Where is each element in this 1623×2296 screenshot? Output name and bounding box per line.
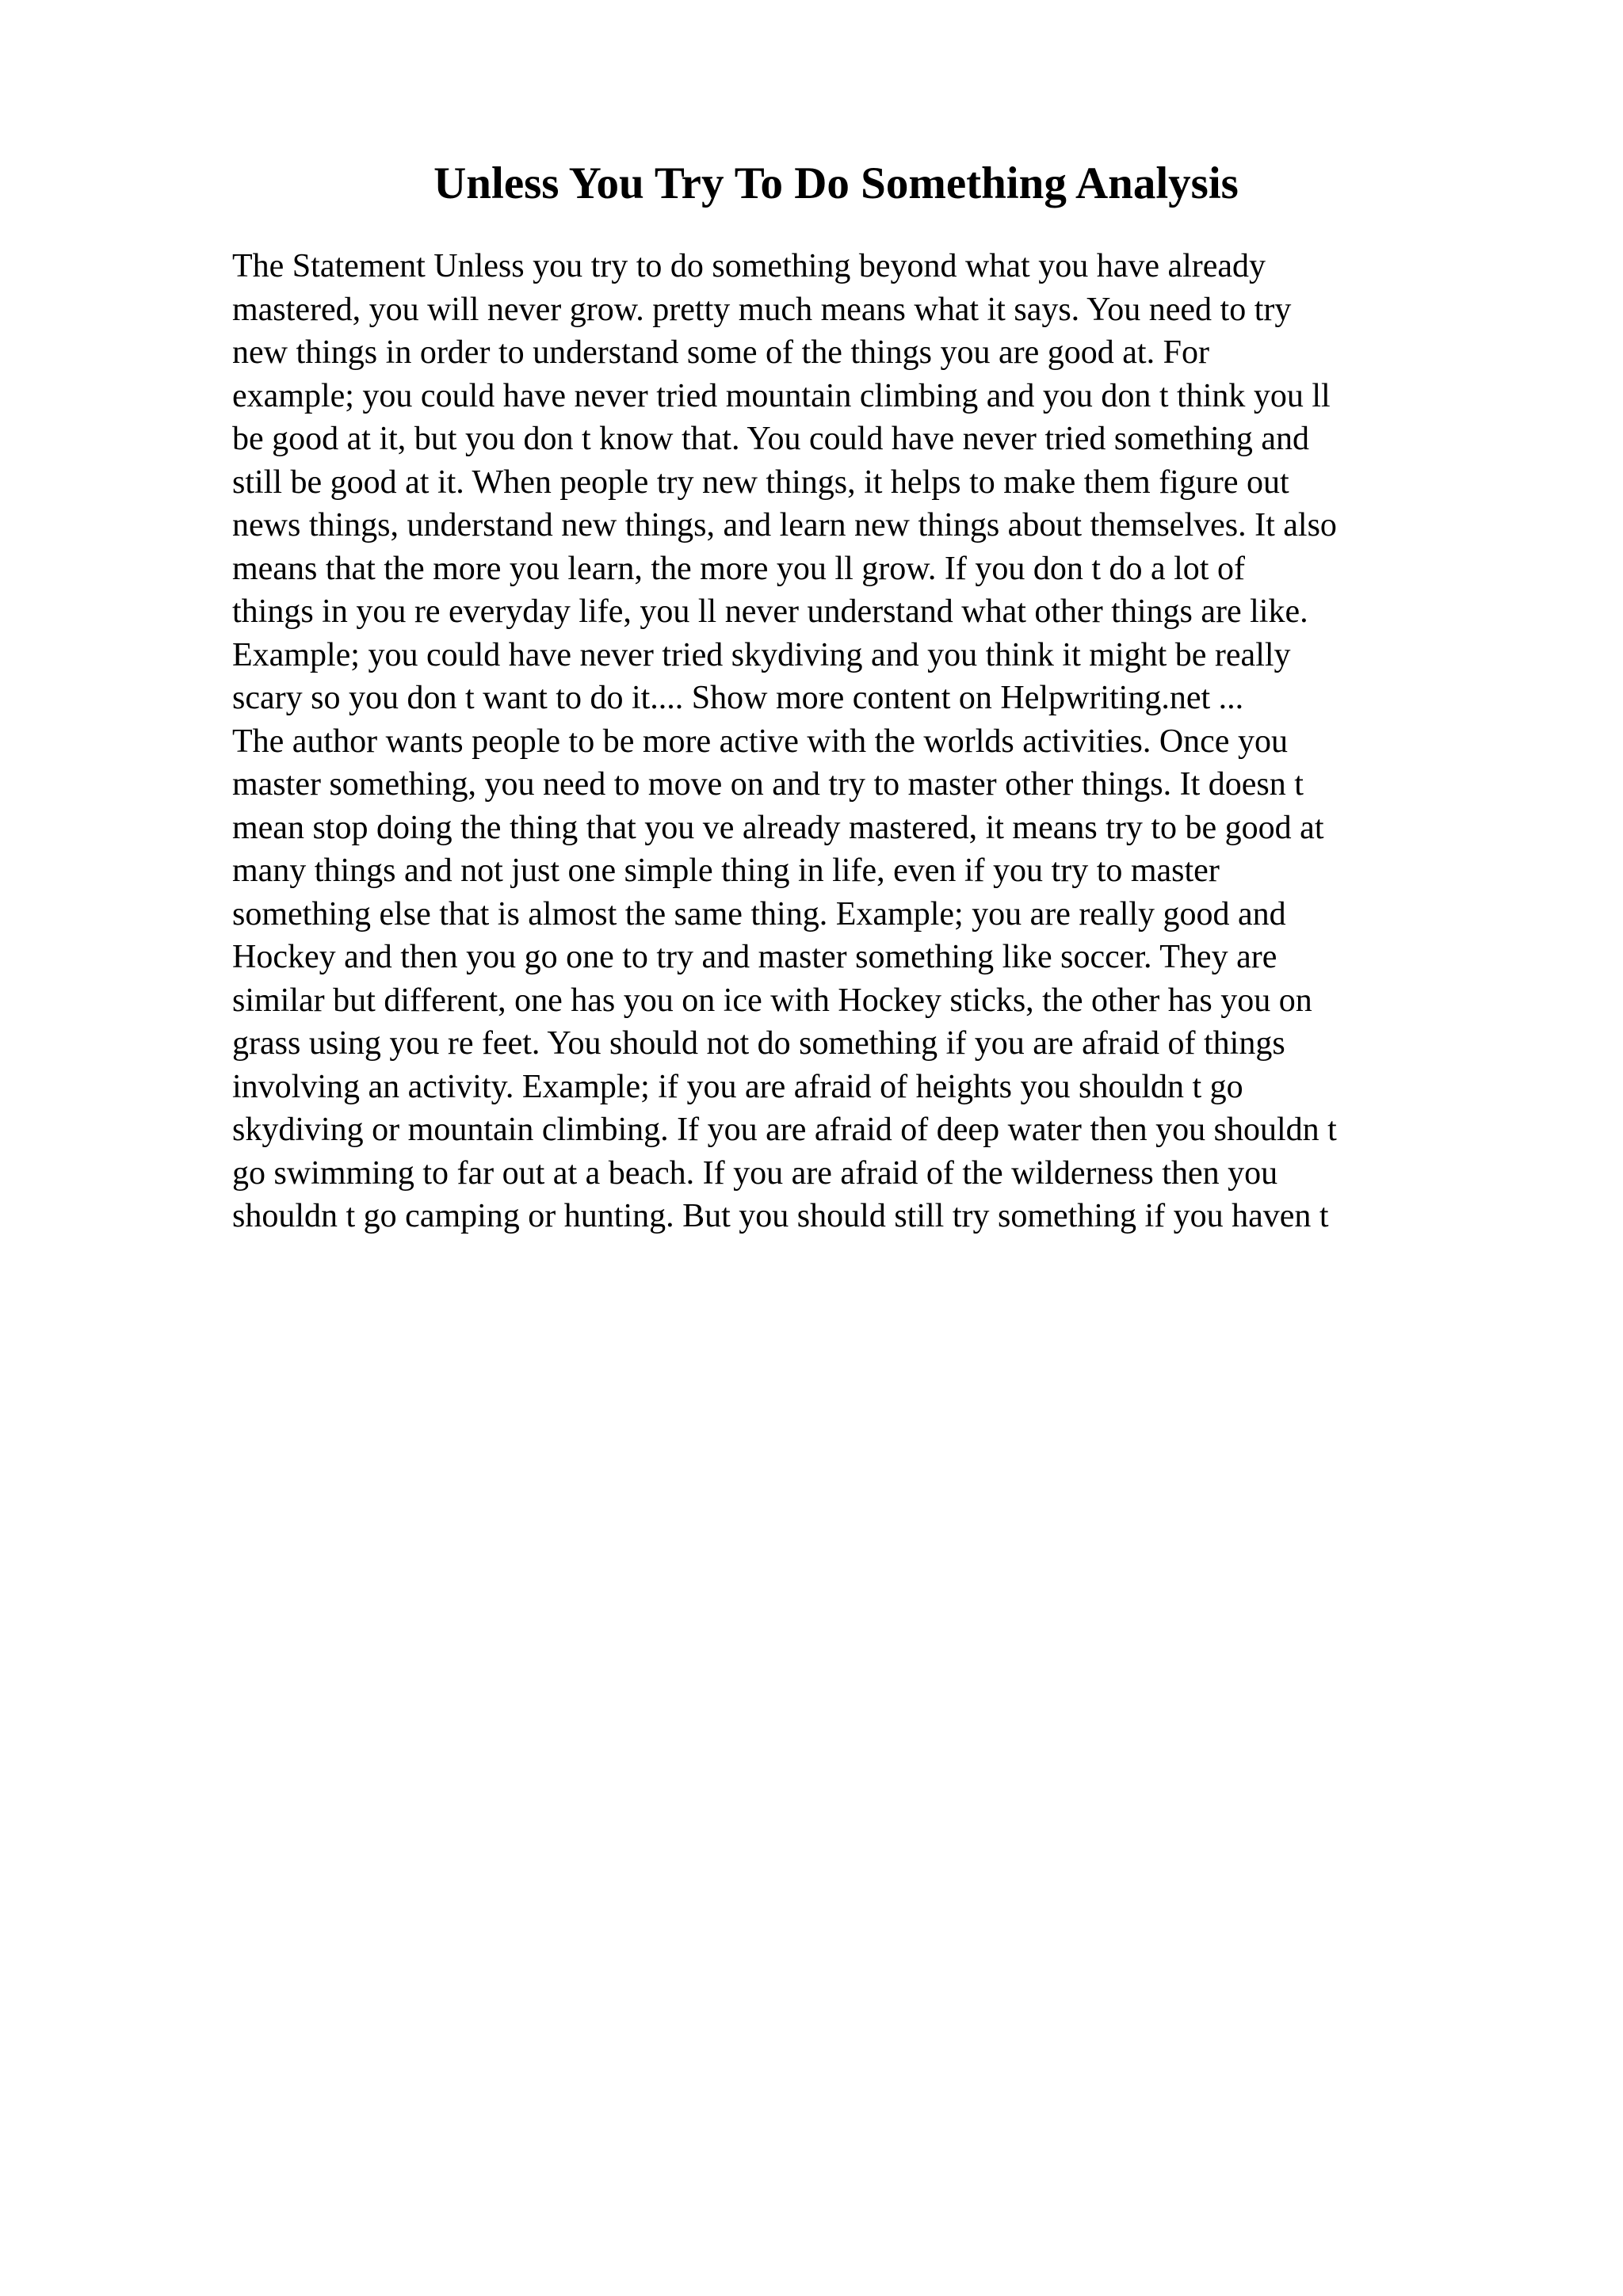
body-line: involving an activity. Example; if you are afraid of heights you shouldn t go [232,1068,1243,1105]
body-line: scary so you don t want to do it.... Show more content on Helpwriting.net ... [232,680,1244,716]
body-line: means that the more you learn, the more you ll grow. If you don t do a lot of [232,550,1245,587]
body-line: The Statement Unless you try to do something beyond what you have already [232,248,1266,284]
body-line: example; you could have never tried mountain climbing and you don t think you ll [232,377,1331,414]
body-line: mean stop doing the thing that you ve already mastered, it means try to be good at [232,809,1324,846]
body-line: still be good at it. When people try new things, it helps to make them figure out [232,463,1289,501]
body-line: shouldn t go camping or hunting. But you should still try something if you haven t [232,1198,1329,1234]
body-line: Example; you could have never tried skydiving and you think it might be really [232,636,1291,673]
body-line: grass using you re feet. You should not do something if you are afraid of things [232,1025,1285,1062]
document-title: Unless You Try To Do Something Analysis [433,158,1239,208]
body-line: master something, you need to move on and try to master other things. It doesn t [232,766,1304,803]
document-body [232,245,1500,1238]
body-line: many things and not just one simple thing in life, even if you try to master [232,852,1220,889]
body-line: new things in order to understand some of the things you are good at. For [232,334,1209,371]
body-line: skydiving or mountain climbing. If you are afraid of deep water then you shouldn t [232,1112,1337,1148]
body-line: Hockey and then you go one to try and master something like soccer. They are [232,939,1277,975]
body-line: things in you re everyday life, you ll never understand what other things are like. [232,593,1308,630]
body-line: be good at it, but you don t know that. You could have never tried something and [232,421,1309,457]
body-line: similar but different, one has you on ice with Hockey sticks, the other has you on [232,982,1312,1019]
body-line: The author wants people to be more active with the worlds activities. Once you [232,723,1288,760]
body-line: something else that is almost the same thing. Example; you are really good and [232,895,1286,933]
body-line: go swimming to far out at a beach. If you are afraid of the wilderness then you [232,1154,1278,1192]
body-line: mastered, you will never grow. pretty much means what it says. You need to try [232,291,1292,328]
body-line: news things, understand new things, and learn new things about themselves. It also [232,507,1337,543]
